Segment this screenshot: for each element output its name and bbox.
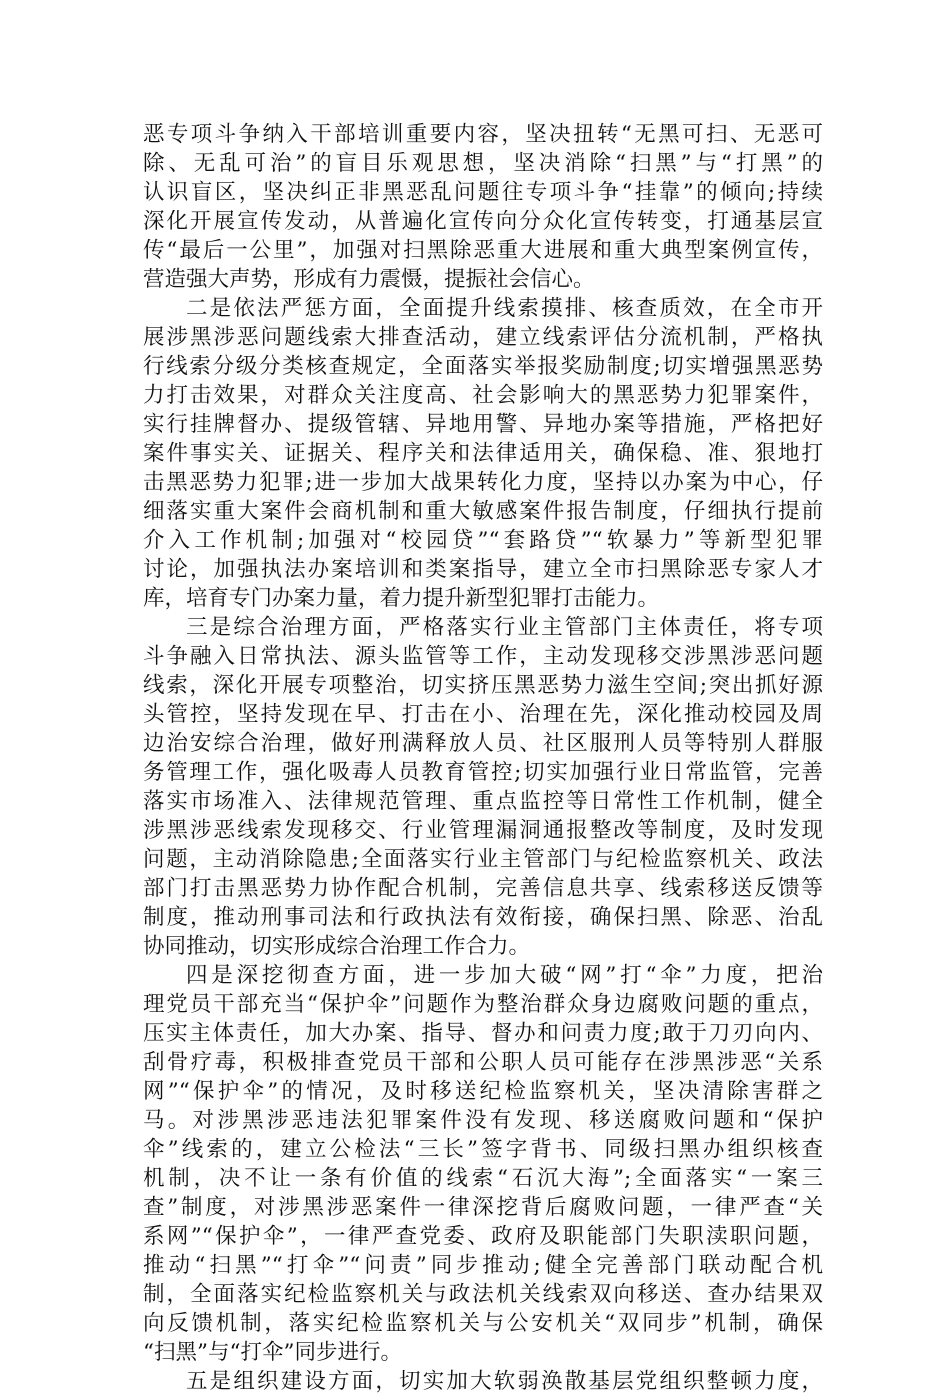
text-line: 边治安综合治理，做好刑满释放人员、社区服刑人员等特别人群服 — [143, 731, 823, 756]
text-line: 斗争融入日常执法、源头监管等工作，主动发现移交涉黑涉恶问题 — [143, 644, 823, 669]
text-line: 深化开展宣传发动，从普遍化宣传向分众化宣传转变，打通基层宣 — [143, 209, 823, 234]
text-line: 力打击效果，对群众关注度高、社会影响大的黑恶势力犯罪案件， — [143, 383, 823, 408]
text-line: 理党员干部充当“保护伞”问题作为整治群众身边腐败问题的重点， — [143, 992, 823, 1017]
text-line: 线索，深化开展专项整治，切实挤压黑恶势力滋生空间;突出抓好源 — [143, 673, 823, 698]
text-line: 击黑恶势力犯罪;进一步加大战果转化力度，坚持以办案为中心，仔 — [143, 470, 823, 495]
text-line: 行线索分级分类核查规定，全面落实举报奖励制度;切实增强黑恶势 — [143, 354, 823, 379]
text-line: 刮骨疗毒，积极排查党员干部和公职人员可能存在涉黑涉恶“关系 — [143, 1050, 823, 1075]
text-line: 网”“保护伞”的情况，及时移送纪检监察机关，坚决清除害群之 — [143, 1079, 823, 1104]
text-line: 传“最后一公里”，加强对扫黑除恶重大进展和重大典型案例宣传， — [143, 238, 823, 263]
text-line: 介入工作机制;加强对“校园贷”“套路贷”“软暴力”等新型犯罪 — [143, 528, 823, 553]
text-line: 五是组织建设方面，切实加大软弱涣散基层党组织整顿力度， — [186, 1369, 823, 1394]
text-line: 案件事实关、证据关、程序关和法律适用关，确保稳、准、狠地打 — [143, 441, 823, 466]
text-line: 推动“扫黑”“打伞”“问责”同步推动;健全完善部门联动配合机 — [143, 1253, 823, 1278]
text-line: 查”制度，对涉黑涉恶案件一律深挖背后腐败问题，一律严查“关 — [143, 1195, 823, 1220]
text-line: 头管控，坚持发现在早、打击在小、治理在先，深化推动校园及周 — [143, 702, 823, 727]
text-line: 机制，决不让一条有价值的线索“石沉大海”;全面落实“一案三 — [143, 1166, 823, 1191]
text-line: 系网”“保护伞”，一律严查党委、政府及职能部门失职渎职问题， — [143, 1224, 823, 1249]
text-line: 制度，推动刑事司法和行政执法有效衔接，确保扫黑、除恶、治乱 — [143, 905, 823, 930]
text-line: 细落实重大案件会商机制和重大敏感案件报告制度，仔细执行提前 — [143, 499, 823, 524]
text-line: 涉黑涉恶线索发现移交、行业管理漏洞通报整改等制度，及时发现 — [143, 818, 823, 843]
document-page — [143, 120, 823, 1396]
text-line: 问题，主动消除隐患;全面落实行业主管部门与纪检监察机关、政法 — [143, 847, 823, 872]
text-line: 展涉黑涉恶问题线索大排查活动，建立线索评估分流机制，严格执 — [143, 325, 823, 350]
text-line: 讨论，加强执法办案培训和类案指导，建立全市扫黑除恶专家人才 — [143, 557, 823, 582]
text-line: “扫黑”与“打伞”同步进行。 — [143, 1340, 402, 1365]
text-line: 库，培育专门办案力量，着力提升新型犯罪打击能力。 — [143, 586, 660, 611]
text-line: 制，全面落实纪检监察机关与政法机关线索双向移送、查办结果双 — [143, 1282, 823, 1307]
text-line: 实行挂牌督办、提级管辖、异地用警、异地办案等措施，严格把好 — [143, 412, 823, 437]
text-line: 协同推动，切实形成综合治理工作合力。 — [143, 934, 531, 959]
text-line: 伞”线索的，建立公检法“三长”签字背书、同级扫黑办组织核查 — [143, 1137, 823, 1162]
text-line: 认识盲区，坚决纠正非黑恶乱问题往专项斗争“挂靠”的倾向;持续 — [143, 180, 823, 205]
text-line: 恶专项斗争纳入干部培训重要内容，坚决扭转“无黑可扫、无恶可 — [143, 122, 823, 147]
text-line: 二是依法严惩方面，全面提升线索摸排、核查质效，在全市开 — [186, 296, 823, 321]
text-line: 部门打击黑恶势力协作配合机制，完善信息共享、线索移送反馈等 — [143, 876, 823, 901]
text-line: 马。对涉黑涉恶违法犯罪案件没有发现、移送腐败问题和“保护 — [143, 1108, 823, 1133]
text-line: 三是综合治理方面，严格落实行业主管部门主体责任，将专项 — [186, 615, 823, 640]
text-line: 压实主体责任，加大办案、指导、督办和问责力度;敢于刀刃向内、 — [143, 1021, 823, 1046]
text-line: 落实市场准入、法律规范管理、重点监控等日常性工作机制，健全 — [143, 789, 823, 814]
text-line: 除、无乱可治”的盲目乐观思想，坚决消除“扫黑”与“打黑”的 — [143, 151, 823, 176]
text-line: 向反馈机制，落实纪检监察机关与公安机关“双同步”机制，确保 — [143, 1311, 823, 1336]
text-line: 四是深挖彻查方面，进一步加大破“网”打“伞”力度，把治 — [186, 963, 823, 988]
text-line: 营造强大声势，形成有力震慑，提振社会信心。 — [143, 267, 595, 292]
text-line: 务管理工作，强化吸毒人员教育管控;切实加强行业日常监管，完善 — [143, 760, 823, 785]
